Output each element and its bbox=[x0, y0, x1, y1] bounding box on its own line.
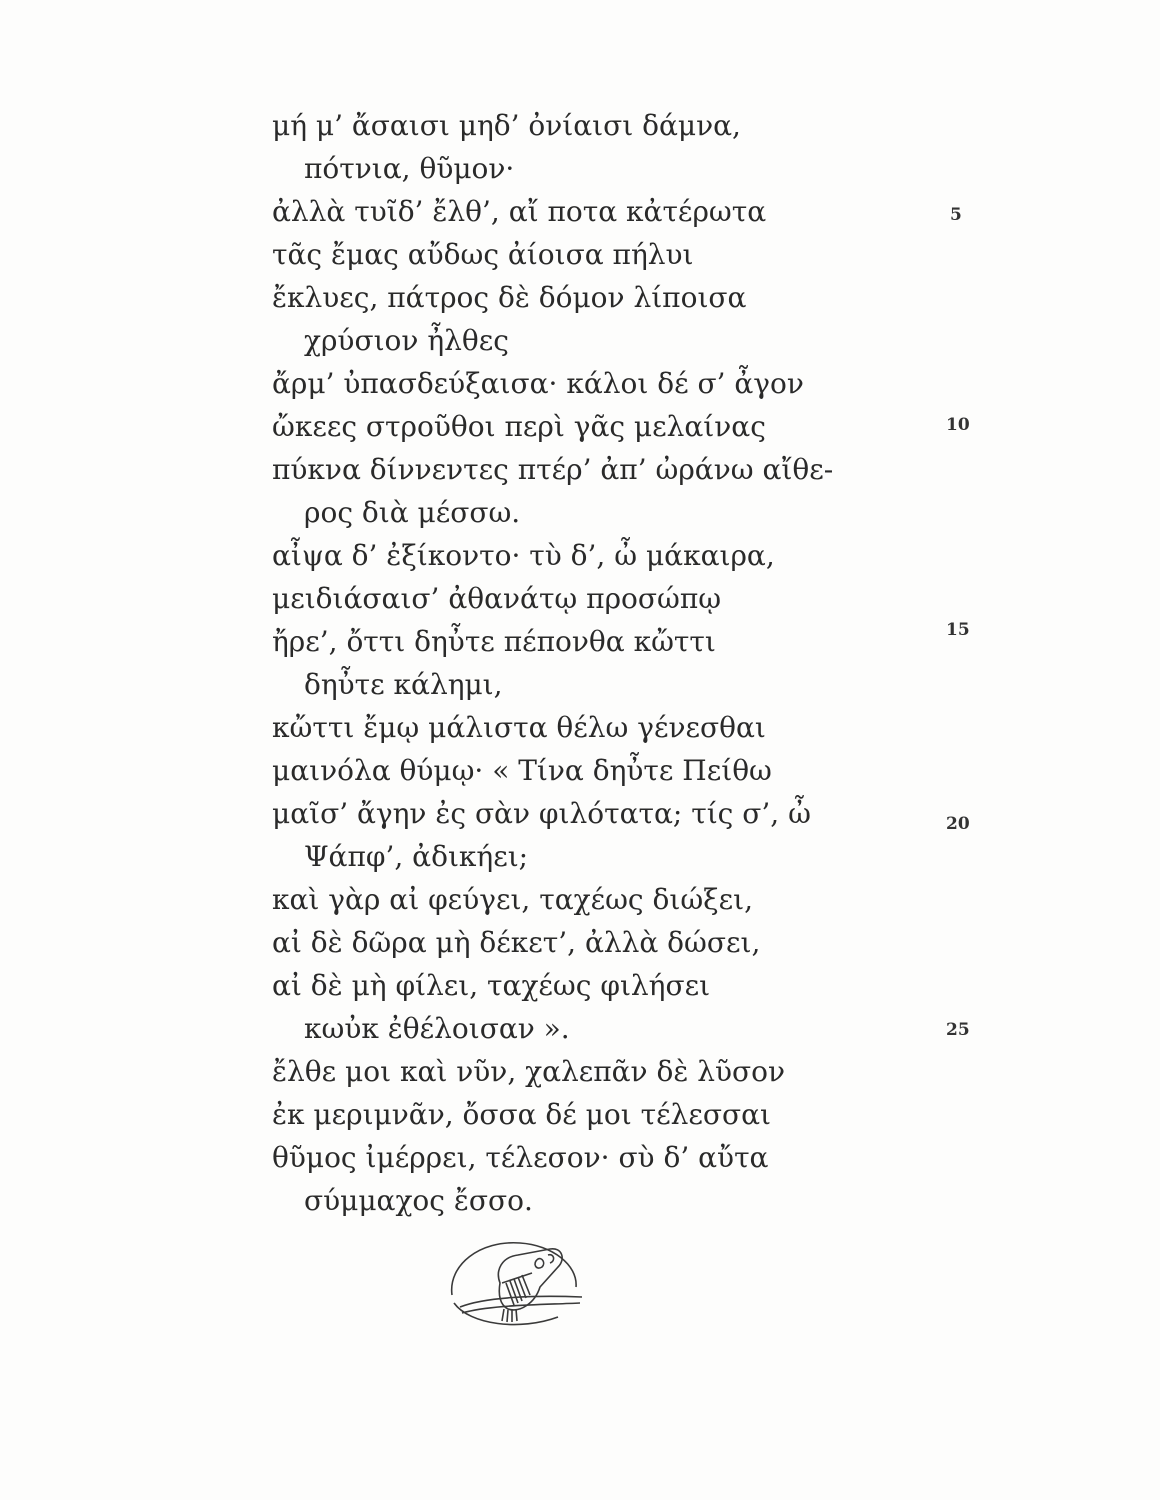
poem-line: ἀλλὰ τυῖδ’ ἔλθ’, αἴ ποτα κἀτέρωτα bbox=[272, 195, 767, 228]
poem-line: ἤρε’, ὄττι δηὖτε πέπονθα κὤττι bbox=[272, 625, 716, 658]
poem-line: αἰ δὲ δῶρα μὴ δέκετ’, ἀλλὰ δώσει, bbox=[272, 926, 761, 959]
poem-line: πότνια, θῦμον· bbox=[304, 152, 515, 185]
poem-line: καὶ γὰρ αἰ φεύγει, ταχέως διώξει, bbox=[272, 883, 753, 916]
line-number: 10 bbox=[946, 415, 970, 435]
poem-line: Ψάπφ’, ἀδικήει; bbox=[304, 840, 529, 873]
lyre-and-bow-icon bbox=[440, 1225, 590, 1339]
poem-line: ἐκ μεριμνᾶν, ὄσσα δέ μοι τέλεσσαι bbox=[272, 1098, 771, 1131]
poem-line: ἄρμ’ ὐπασδεύξαισα· κάλοι δέ σ’ ἆγον bbox=[272, 367, 804, 400]
poem-line: μαινόλα θύμῳ· « Τίνα δηὖτε Πείθω bbox=[272, 754, 772, 787]
poem-line: θῦμος ἰμέρρει, τέλεσον· σὺ δ’ αὔτα bbox=[272, 1141, 769, 1174]
poem-line: τᾶς ἔμας αὔδως ἀίοισα πήλυι bbox=[272, 238, 694, 271]
poem-line: μαῖσ’ ἄγην ἐς σὰν φιλότατα; τίς σ’, ὦ bbox=[272, 797, 811, 830]
poem-line: πύκνα δίννεντες πτέρ’ ἀπ’ ὠράνω αἴθε- bbox=[272, 453, 834, 486]
poem-line: αἶψα δ’ ἐξίκοντο· τὺ δ’, ὦ μάκαιρα, bbox=[272, 539, 775, 572]
poem-line: δηὖτε κάλημι, bbox=[304, 668, 503, 701]
line-number: 5 bbox=[950, 205, 962, 225]
poem-line: μή μ’ ἄσαισι μηδ’ ὀνίαισι δάμνα, bbox=[272, 109, 741, 142]
poem-line: χρύσιον ἦλθες bbox=[304, 324, 509, 357]
poem-line: ρος διὰ μέσσω. bbox=[304, 496, 521, 529]
poem-line: αἰ δὲ μὴ φίλει, ταχέως φιλήσει bbox=[272, 969, 711, 1002]
poem-line: ὤκεες στροῦθοι περὶ γᾶς μελαίνας bbox=[272, 410, 766, 443]
poem-line: μειδιάσαισ’ ἀθανάτῳ προσώπῳ bbox=[272, 582, 722, 615]
poem-line: ἔλθε μοι καὶ νῦν, χαλεπᾶν δὲ λῦσον bbox=[272, 1055, 786, 1088]
poem-line: κὤττι ἔμῳ μάλιστα θέλω γένεσθαι bbox=[272, 711, 766, 744]
poem-line: σύμμαχος ἔσσο. bbox=[304, 1184, 533, 1217]
line-number: 20 bbox=[946, 814, 970, 834]
line-number: 25 bbox=[946, 1020, 970, 1040]
poem-line: κωὐκ ἐθέλοισαν ». bbox=[304, 1012, 570, 1045]
poem-line: ἔκλυες, πάτρος δὲ δόμον λίποισα bbox=[272, 281, 747, 314]
line-number: 15 bbox=[946, 620, 970, 640]
